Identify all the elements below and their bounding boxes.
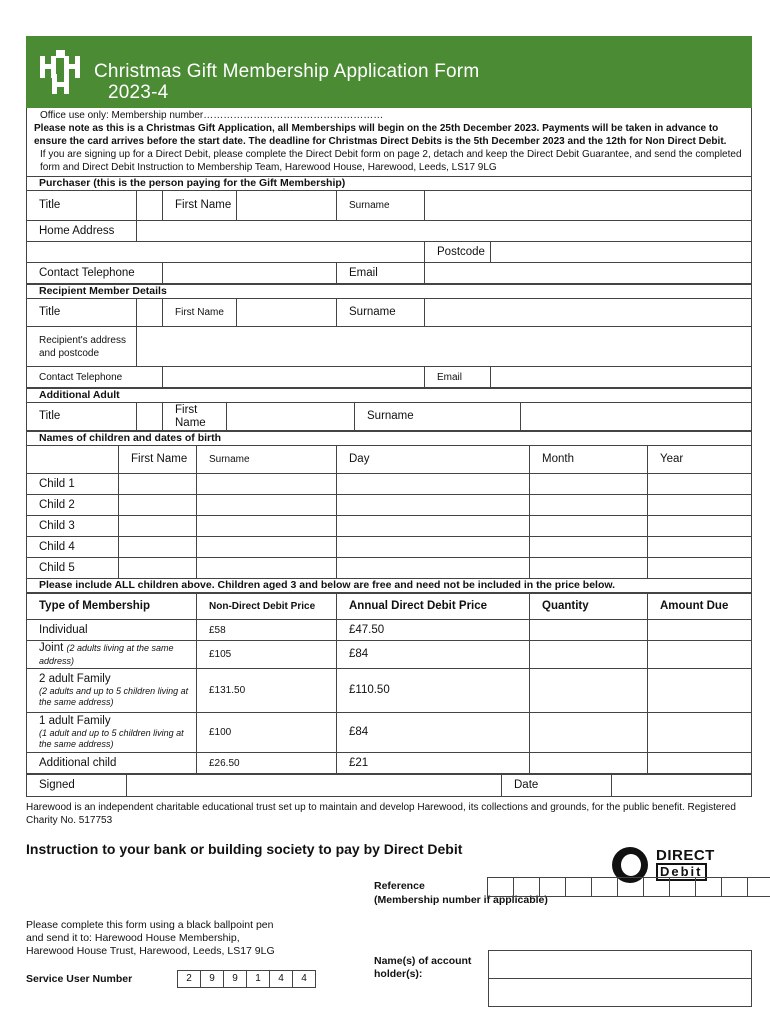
membership-type: [27, 753, 197, 774]
amount-due-field[interactable]: [648, 669, 752, 713]
recipient-title-field[interactable]: [137, 299, 163, 327]
membership-type-note: (2 adults and up to 5 children living at the same address): [39, 686, 189, 707]
child-surname-field[interactable]: [197, 516, 337, 537]
membership-type-name: Additional child: [39, 756, 117, 769]
quantity-field[interactable]: [530, 713, 648, 753]
child-surname-field[interactable]: [197, 474, 337, 495]
quantity-field[interactable]: [530, 620, 648, 641]
child-day-field[interactable]: [337, 474, 530, 495]
non-dd-price: £100: [197, 713, 337, 753]
service-user-number-label: Service User Number: [26, 973, 133, 985]
instruction-line: and send it to: Harewood House Membership,: [26, 932, 240, 944]
recipient-address-label: Recipient's address and postcode: [27, 327, 137, 367]
children-table: [26, 431, 752, 593]
amount-due-field[interactable]: [648, 641, 752, 669]
child-month-field[interactable]: [530, 558, 648, 579]
header-banner: [26, 36, 752, 108]
non-dd-price: £131.50: [197, 669, 337, 713]
membership-type-note: (2 adults living at the same address): [39, 642, 174, 666]
dd-price: £110.50: [337, 669, 530, 713]
form-title: [94, 61, 479, 103]
postcode-field[interactable]: [491, 242, 752, 263]
membership-type: [27, 641, 197, 669]
dd-price: £84: [337, 641, 530, 669]
child-row: [27, 495, 752, 516]
child-first-name-field[interactable]: [119, 537, 197, 558]
amount-due-field[interactable]: [648, 713, 752, 753]
additional-adult-table: [26, 388, 752, 431]
purchaser-first-name-label: First Name: [163, 191, 237, 221]
child-row: [27, 558, 752, 579]
sun-digit: 2: [177, 970, 201, 988]
sun-digit: 4: [292, 970, 316, 988]
child-surname-field[interactable]: [197, 558, 337, 579]
non-dd-header: Non-Direct Debit Price: [197, 594, 337, 620]
child-first-name-field[interactable]: [119, 516, 197, 537]
adult-surname-field[interactable]: [521, 403, 752, 431]
recipient-first-name-label: First Name: [163, 299, 237, 327]
children-heading: Names of children and dates of birth: [27, 432, 752, 446]
child-label: Child 3: [27, 516, 119, 537]
child-label: Child 5: [27, 558, 119, 579]
direct-debit-title: Instruction to your bank or building society to pay by Direct Debit: [26, 841, 463, 857]
recipient-email-field[interactable]: [491, 367, 752, 388]
purchaser-email-field[interactable]: [425, 263, 752, 284]
child-day-field[interactable]: [337, 537, 530, 558]
child-year-field[interactable]: [648, 516, 752, 537]
purchaser-heading: Purchaser (this is the person paying for the Gift Membership): [27, 177, 752, 191]
reference-subtitle: (Membership number if applicable): [374, 894, 548, 906]
recipient-tel-label: Contact Telephone: [27, 367, 163, 388]
purchaser-email-label: Email: [337, 263, 425, 284]
child-month-field[interactable]: [530, 474, 648, 495]
logo-line1: DIRECT: [656, 847, 715, 864]
direct-debit-info: If you are signing up for a Direct Debit, please complete the Direct Debit form on page 2, detach and keep the Direct Debit Guarantee, and send the completed form and Direct Debit Instruction to Membership Team, Harewood House, Harewood, Leeds, LS17 9LG: [40, 149, 742, 173]
home-address-label: Home Address: [27, 221, 137, 242]
sun-digit: 4: [269, 970, 293, 988]
membership-type: [27, 713, 197, 753]
child-year-field[interactable]: [648, 474, 752, 495]
membership-row: [27, 753, 752, 774]
amount-due-field[interactable]: [648, 753, 752, 774]
membership-type: [27, 620, 197, 641]
child-day-field[interactable]: [337, 495, 530, 516]
purchaser-title-field[interactable]: [137, 191, 163, 221]
direct-debit-instructions: [26, 919, 275, 958]
recipient-title-label: Title: [27, 299, 137, 327]
child-surname-field[interactable]: [197, 537, 337, 558]
adult-first-name-field[interactable]: [227, 403, 355, 431]
child-year-field[interactable]: [648, 495, 752, 516]
child-month-field[interactable]: [530, 495, 648, 516]
dd-price: £21: [337, 753, 530, 774]
gift-note: Please note as this is a Christmas Gift Application, all Memberships will begin on the 25th December 2023. Payments will be taken in advance to ensure the card arrives before the start date. The deadline for Christmas Direct Debits is the 5th December 2023 and the 12th for Non Direct Debit.: [34, 123, 727, 147]
date-label: Date: [502, 775, 612, 797]
child-row: [27, 537, 752, 558]
purchaser-surname-label: Surname: [337, 191, 425, 221]
child-first-name-field[interactable]: [119, 474, 197, 495]
intro-text: [26, 108, 752, 176]
children-note: Please include ALL children above. Children aged 3 and below are free and need not be included in the price below.: [27, 579, 752, 593]
membership-row: [27, 620, 752, 641]
child-day-header: Day: [337, 446, 530, 474]
membership-type-name: Individual: [39, 623, 88, 636]
charity-footer: Harewood is an independent charitable educational trust set up to maintain and develop Harewood, its collections and grounds, for the public benefit. Registered Charity No. 517753: [26, 802, 736, 826]
child-surname-header: Surname: [197, 446, 337, 474]
child-month-field[interactable]: [530, 516, 648, 537]
child-day-field[interactable]: [337, 516, 530, 537]
adult-first-name-label: First Name: [163, 403, 227, 431]
home-address-line2-field[interactable]: [27, 242, 425, 263]
recipient-email-label: Email: [425, 367, 491, 388]
quantity-field[interactable]: [530, 641, 648, 669]
child-year-header: Year: [648, 446, 752, 474]
adult-title-label: Title: [27, 403, 137, 431]
sun-digit: 1: [246, 970, 270, 988]
membership-type-name: 2 adult Family: [39, 673, 111, 685]
quantity-field[interactable]: [530, 753, 648, 774]
logo-line2: Debit: [656, 863, 707, 881]
child-first-name-field[interactable]: [119, 558, 197, 579]
child-first-name-field[interactable]: [119, 495, 197, 516]
additional-adult-heading: Additional Adult: [27, 389, 752, 403]
instruction-line: Harewood House Trust, Harewood, Leeds, LS17 9LG: [26, 945, 275, 957]
child-row: [27, 474, 752, 495]
postcode-label: Postcode: [425, 242, 491, 263]
child-first-name-header: First Name: [119, 446, 197, 474]
membership-type-name: 1 adult Family: [39, 715, 111, 727]
type-header: Type of Membership: [27, 594, 197, 620]
child-month-header: Month: [530, 446, 648, 474]
purchaser-title-label: Title: [27, 191, 137, 221]
purchaser-tel-field[interactable]: [163, 263, 337, 284]
membership-row: [27, 669, 752, 713]
amount-due-header: Amount Due: [648, 594, 752, 620]
amount-due-field[interactable]: [648, 620, 752, 641]
recipient-surname-field[interactable]: [425, 299, 752, 327]
membership-row: [27, 713, 752, 753]
adult-title-field[interactable]: [137, 403, 163, 431]
purchaser-table: [26, 176, 752, 284]
account-holder-field[interactable]: [488, 950, 752, 1007]
home-address-field[interactable]: [137, 221, 752, 242]
dd-price: £84: [337, 713, 530, 753]
non-dd-price: £26.50: [197, 753, 337, 774]
sun-digit: 9: [223, 970, 247, 988]
quantity-header: Quantity: [530, 594, 648, 620]
membership-row: [27, 641, 752, 669]
purchaser-first-name-field[interactable]: [237, 191, 337, 221]
harewood-logo-icon: [38, 48, 84, 96]
dd-price: £47.50: [337, 620, 530, 641]
membership-type-note: (1 adult and up to 5 children living at the same address): [39, 728, 184, 749]
child-year-field[interactable]: [648, 558, 752, 579]
account-holder-label: Name(s) of account holder(s):: [374, 955, 472, 980]
membership-table: [26, 593, 752, 774]
title-year: 2023-4: [108, 82, 169, 103]
recipient-surname-label: Surname: [337, 299, 425, 327]
quantity-field[interactable]: [530, 669, 648, 713]
membership-type-name: Joint: [39, 641, 64, 654]
purchaser-surname-field[interactable]: [425, 191, 752, 221]
child-day-field[interactable]: [337, 558, 530, 579]
signed-label: Signed: [27, 775, 127, 797]
recipient-heading: Recipient Member Details: [27, 285, 752, 299]
service-user-number: [178, 970, 316, 988]
adult-surname-label: Surname: [355, 403, 521, 431]
membership-type: [27, 669, 197, 713]
child-label: Child 1: [27, 474, 119, 495]
instruction-line: Please complete this form using a black ballpoint pen: [26, 919, 274, 931]
child-label: Child 2: [27, 495, 119, 516]
child-row: [27, 516, 752, 537]
signature-field[interactable]: [127, 775, 502, 797]
title-line1: Christmas Gift Membership Application Form: [94, 61, 480, 82]
recipient-first-name-field[interactable]: [237, 299, 337, 327]
recipient-tel-field[interactable]: [163, 367, 425, 388]
office-use-line: Office use only: Membership number………………………………………………: [40, 110, 384, 121]
signature-table: [26, 774, 752, 797]
date-field[interactable]: [612, 775, 752, 797]
reference-boxes[interactable]: [488, 877, 770, 897]
recipient-table: [26, 284, 752, 388]
child-label: Child 4: [27, 537, 119, 558]
child-year-field[interactable]: [648, 537, 752, 558]
application-form: [26, 36, 752, 1007]
purchaser-tel-label: Contact Telephone: [27, 263, 163, 284]
non-dd-price: £105: [197, 641, 337, 669]
non-dd-price: £58: [197, 620, 337, 641]
reference-title: Reference: [374, 880, 425, 892]
dd-header: Annual Direct Debit Price: [337, 594, 530, 620]
recipient-address-field[interactable]: [137, 327, 752, 367]
child-surname-field[interactable]: [197, 495, 337, 516]
children-blank-header: [27, 446, 119, 474]
child-month-field[interactable]: [530, 537, 648, 558]
sun-digit: 9: [200, 970, 224, 988]
